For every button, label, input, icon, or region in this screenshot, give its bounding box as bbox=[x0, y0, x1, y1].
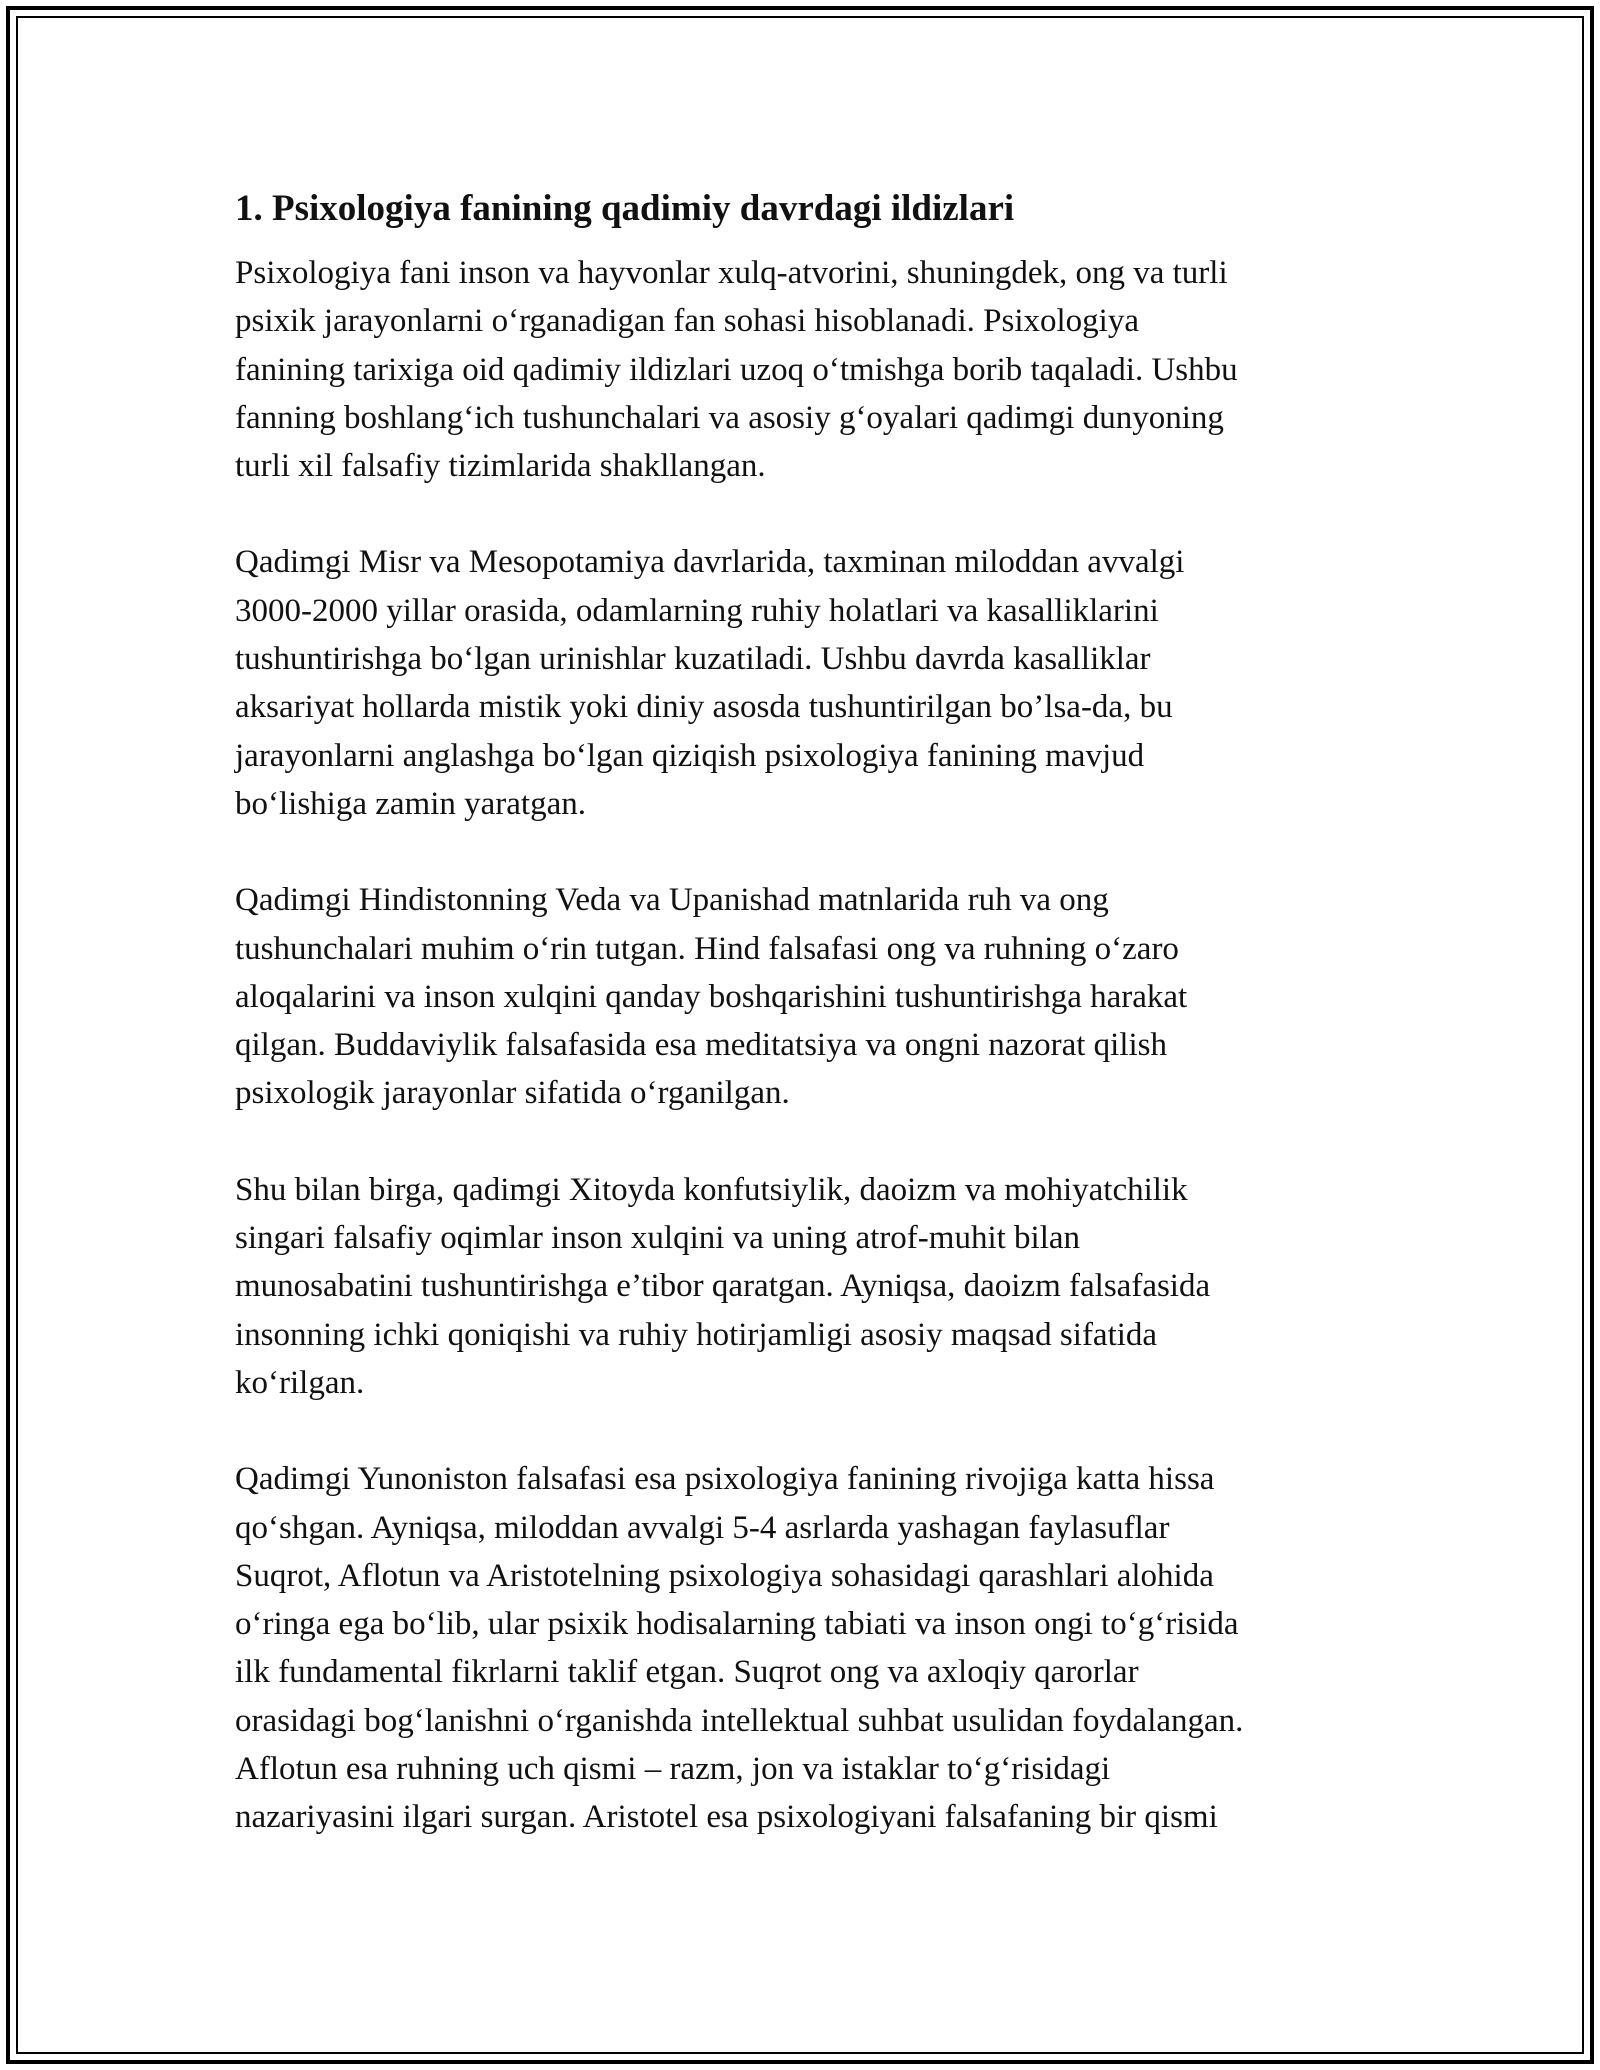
paragraph-5: Qadimgi Yunoniston falsafasi esa psixologiya fanining rivojiga katta hissa qo‘shgan. Ayniqsa, miloddan avvalgi 5-4 asrlarda yashagan faylasuflar Suqrot, Aflotun va Aristotelning psixologiya sohasidagi qarashlari alohida o‘ringa ega bo‘lib, ular psixik hodisalarning tabiati va inson ongi to‘g‘risida ilk fundamental fikrlarni taklif etgan. Suqrot ong va axloqiy qarorlar orasidagi bog‘lanishni o‘rganishda intellektual suhbat usulidan foydalangan. Aflotun esa ruhning uch qismi – razm, jon va istaklar to‘g‘risidagi nazariyasini ilgari surgan. Aristotel esa psixologiyani falsafaning bir qismi bbox=[235, 1461, 1244, 1836]
paragraph-4: Shu bilan birga, qadimgi Xitoyda konfutsiylik, daoizm va mohiyatchilik singari falsafiy oqimlar inson xulqini va uning atrof-muhit bilan munosabatini tushuntirishga e’tibor qaratgan. Ayniqsa, daoizm falsafasida insonning ichki qoniqishi va ruhiy hotirjamligi asosiy maqsad sifatida ko‘rilgan. bbox=[235, 1171, 1211, 1401]
document-body bbox=[235, 186, 1365, 1890]
paragraph-2: Qadimgi Misr va Mesopotamiya davrlarida, taxminan miloddan avvalgi 3000-2000 yillar orasida, odamlarning ruhiy holatlari va kasalliklarini tushuntirishga bo‘lgan urinishlar kuzatiladi. Ushbu davrda kasalliklar aksariyat hollarda mistik yoki diniy asosda tushuntirilgan bo’lsa-da, bu jarayonlarni anglashga bo‘lgan qiziqish psixologiya fanining mavjud bo‘lishiga zamin yaratgan. bbox=[235, 544, 1185, 822]
section-heading: 1. Psixologiya fanining qadimiy davrdagi ildizlari bbox=[235, 188, 1015, 229]
paragraph-1: Psixologiya fani inson va hayvonlar xulq-atvorini, shuningdek, ong va turli psixik jarayonlarni o‘rganadigan fan sohasi hisoblanadi. Psixologiya fanining tarixiga oid qadimiy ildizlari uzoq o‘tmishga borib taqaladi. Ushbu fanning boshlang‘ich tushunchalari va asosiy g‘oyalari qadimgi dunyoning turli xil falsafiy tizimlarida shakllangan. bbox=[235, 255, 1238, 485]
paragraph-3: Qadimgi Hindistonning Veda va Upanishad matnlarida ruh va ong tushunchalari muhim o‘rin tutgan. Hind falsafasi ong va ruhning o‘zaro aloqalarini va inson xulqini qanday boshqarishini tushuntirishga harakat qilgan. Buddaviylik falsafasida esa meditatsiya va ongni nazorat qilish psixologik jarayonlar sifatida o‘rganilgan. bbox=[235, 882, 1188, 1112]
